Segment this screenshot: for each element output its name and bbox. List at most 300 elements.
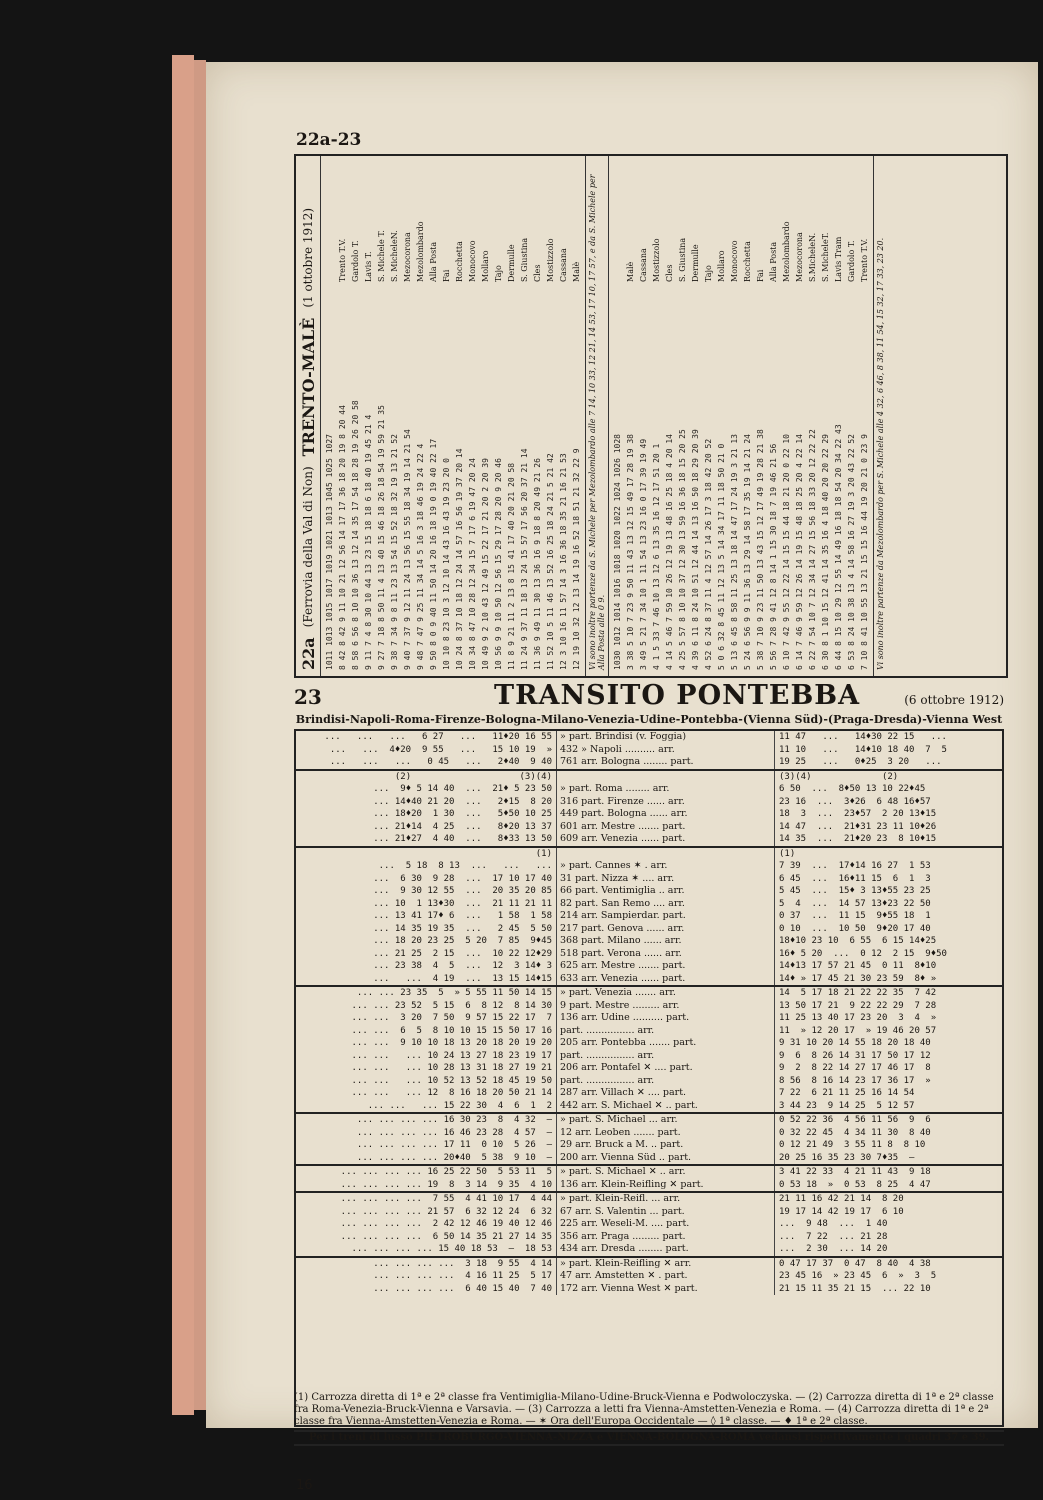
timetable-column-left bbox=[296, 1258, 557, 1296]
station-name: Tajo bbox=[704, 265, 713, 282]
section-23-code: 23 bbox=[294, 685, 322, 709]
station-row bbox=[702, 162, 715, 670]
times-cell: 19 17 14 42 19 17 6 10 bbox=[779, 1206, 904, 1217]
station-row bbox=[715, 162, 728, 670]
times-cell: ... 21♦27 4 40 ... 8♦33 13 50 bbox=[373, 834, 552, 844]
station-cell: 368 part. Milano ...... arr. bbox=[560, 935, 682, 946]
times-cell: 13 50 17 21 9 22 22 29 7 28 bbox=[779, 1000, 937, 1011]
times-cell: 21 11 16 42 21 14 8 20 bbox=[779, 1194, 904, 1204]
station-times: 11 52 10 5 11 46 13 52 16 25 18 24 21 5 21 42 bbox=[546, 453, 555, 670]
station-row bbox=[832, 162, 845, 670]
station-cell: » part. S. Michael ✕ .. arr. bbox=[560, 1166, 686, 1177]
timetable-block bbox=[296, 1114, 1002, 1166]
station-cell: 316 part. Firenze ...... arr. bbox=[560, 795, 685, 807]
station-cell: 47 arr. Amstetten ✕ . part. bbox=[560, 1270, 688, 1281]
times-cell: 11 25 13 40 17 23 20 3 4 » bbox=[779, 1013, 937, 1023]
station-row bbox=[570, 162, 583, 670]
station-times: 5 24 6 56 9 9 11 36 13 29 14 58 17 35 19 14 21 24 bbox=[743, 433, 752, 670]
times-cell: ... ... 3 20 7 50 9 57 15 22 17 7 bbox=[351, 1013, 552, 1023]
times-cell: ... ... ... ... 3 18 9 55 4 14 bbox=[373, 1258, 552, 1269]
station-cell: 31 part. Nizza ✶ .... arr. bbox=[560, 872, 675, 884]
station-cell: 9 part. Mestre ......... arr. bbox=[560, 999, 680, 1011]
times-cell: 9 2 8 22 14 27 17 46 17 8 bbox=[779, 1063, 931, 1073]
station-times: 5 56 7 28 9 41 12 8 14 1 15 30 18 7 19 46 21 56 bbox=[769, 443, 778, 670]
timetable-block bbox=[296, 1166, 1002, 1193]
station-times: 10 34 8 47 10 28 12 34 15 7 17 6 19 47 20 24 bbox=[468, 458, 477, 670]
times-cell: 7 22 6 21 11 25 16 14 54 bbox=[779, 1088, 915, 1098]
return-trains: 1030 1012 1014 1016 1018 1020 1022 1024 1026 1028 bbox=[613, 433, 622, 670]
station-cell: 761 arr. Bologna ........ part. bbox=[560, 756, 694, 767]
station-cell: 225 arr. Weseli-M. .... part. bbox=[560, 1218, 690, 1229]
station-cell: 217 part. Genova ...... arr. bbox=[560, 922, 685, 934]
section-22a-date: (1 ottobre 1912) bbox=[301, 207, 315, 308]
times-cell: ... ... ... 6 27 ... 11♦20 16 55 bbox=[324, 732, 552, 742]
station-times: 6 10 7 42 9 55 12 22 14 15 15 44 18 21 20 0 22 10 bbox=[782, 433, 791, 670]
station-name: Dermulle bbox=[691, 244, 700, 282]
station-row bbox=[388, 162, 401, 670]
times-cell: 20 25 16 35 23 30 7♦35 — bbox=[779, 1152, 915, 1163]
station-name: Fai bbox=[756, 269, 765, 282]
station-name: Mezolombardo bbox=[782, 221, 791, 282]
station-name: Mollaro bbox=[717, 250, 726, 282]
station-cell: 136 arr. Udine .......... part. bbox=[560, 1012, 690, 1023]
station-row bbox=[741, 162, 754, 670]
station-cell: 601 arr. Mestre ....... part. bbox=[560, 820, 686, 832]
page-edge-inner bbox=[194, 60, 206, 1410]
station-cell: part. ................ arr. bbox=[560, 1024, 655, 1036]
times-cell: 16♦ 5 20 ... 0 12 2 15 9♦50 bbox=[779, 948, 947, 959]
station-row bbox=[663, 162, 676, 670]
station-name: Gardolo T. bbox=[847, 240, 856, 282]
station-cell: 29 arr. Bruck a M. .. part. bbox=[560, 1139, 684, 1150]
station-times: 12 3 10 16 11 57 14 3 16 36 18 35 21 16 21 53 bbox=[559, 453, 568, 670]
station-cell: 633 arr. Venezia ...... part. bbox=[560, 972, 686, 984]
station-times: 7 10 8 41 10 55 13 21 15 15 16 44 19 20 21 0 23 9 bbox=[860, 433, 869, 670]
times-cell: ... 23 38 4 5 ... 12 3 14♦ 3 bbox=[373, 961, 552, 971]
times-cell: 3 44 23 9 14 25 5 12 57 bbox=[779, 1100, 915, 1111]
station-name: Malè bbox=[572, 261, 581, 282]
page-number: 16 bbox=[296, 1478, 313, 1493]
times-cell: 19 25 ... 0♦25 3 20 ... bbox=[779, 757, 942, 767]
times-cell: ... ... 6 5 8 10 10 15 15 50 17 16 bbox=[351, 1025, 552, 1036]
timetable-column-right bbox=[775, 1258, 1002, 1296]
station-row bbox=[845, 162, 858, 670]
times-cell: ... 9♦ 5 14 40 ... 21♦ 5 23 50 bbox=[373, 784, 552, 794]
station-name: Mezocorona bbox=[403, 232, 412, 282]
station-cell: 287 arr. Villach ✕ .... part. bbox=[560, 1087, 687, 1098]
station-name: S. Giustina bbox=[678, 237, 687, 282]
times-cell: ... ... ... ... 16 25 22 50 5 53 11 5 bbox=[340, 1167, 552, 1177]
times-cell: (2) (3)(4) bbox=[394, 771, 552, 782]
station-cell: part. ................ arr. bbox=[560, 1074, 655, 1086]
return-table bbox=[608, 156, 873, 676]
station-cell: » part. Klein-Reifling ✕ arr. bbox=[560, 1257, 692, 1269]
station-row bbox=[336, 162, 349, 670]
luxury-trains-note: Per i treni di lusso PIETROBURGO-VIENNA-NIZZA e VIENNA-BOLOGNA-ROMA vedansi rispettivamente i quadri 37 e 39. bbox=[294, 1430, 1004, 1446]
times-cell: 0 12 21 49 3 55 11 8 8 10 bbox=[779, 1140, 926, 1150]
times-cell: 23 16 ... 3♦26 6 48 16♦57 bbox=[779, 796, 931, 807]
station-cell: 136 arr. Klein-Reifling ✕ part. bbox=[560, 1178, 704, 1190]
timetable-column-left bbox=[296, 1166, 557, 1191]
timetable-block bbox=[296, 987, 1002, 1114]
times-cell: ... ... ... 10 24 13 27 18 23 19 17 bbox=[351, 1050, 552, 1061]
timetable-page bbox=[206, 62, 1038, 1493]
times-cell: 0 10 ... 10 50 9♦20 17 40 bbox=[779, 923, 931, 934]
times-cell: ... ... 23 52 5 15 6 8 12 8 14 30 bbox=[351, 1000, 552, 1011]
times-cell: 0 37 ... 11 15 9♦55 18 1 bbox=[779, 911, 931, 921]
times-cell: ... ... ... 10 52 13 52 18 45 19 50 bbox=[351, 1075, 552, 1086]
times-cell: 8 56 8 16 14 23 17 36 17 » bbox=[779, 1075, 931, 1086]
section-23-title: TRANSITO PONTEBBA bbox=[494, 680, 861, 711]
section-22a-title: TRENTO-MALÈ bbox=[298, 317, 318, 457]
station-times: 8 42 8 42 9 11 10 21 12 56 14 17 17 36 18 20 19 8 20 44 bbox=[338, 405, 347, 670]
station-name: Mostizzolo bbox=[652, 238, 661, 282]
outbound-note: Vi sono inoltre partenze da S. Michele per Mezolombardo alle 7 14, 10 33, 12 21, 14 53, 17 10, 17 57, e da S. Michele per Alla Posta alle 0 9. bbox=[585, 156, 608, 676]
timetable-column-mid bbox=[557, 1258, 775, 1296]
station-name: Monocovo bbox=[730, 240, 739, 282]
station-times: 3 49 5 21 7 34 10 1 11 54 13 23 16 0 17 39 19 49 bbox=[639, 438, 648, 670]
station-times: 8 58 6 56 8 10 10 36 13 12 14 35 17 54 18 28 19 26 20 58 bbox=[351, 400, 360, 670]
outbound-table bbox=[320, 156, 585, 676]
times-cell: ... 9 30 12 55 ... 20 35 20 85 bbox=[373, 886, 552, 896]
timetable-column-mid bbox=[557, 1114, 775, 1164]
station-times: 5 38 7 10 9 23 11 50 13 43 15 12 17 49 19 28 21 38 bbox=[756, 429, 765, 670]
times-cell: ... ... ... ... 7 55 4 41 10 17 4 44 bbox=[340, 1194, 552, 1204]
timetable-column-left bbox=[296, 987, 557, 1112]
times-cell: ... ... 4 19 ... 13 15 14♦15 bbox=[373, 973, 552, 984]
timetable-column-left bbox=[296, 848, 557, 986]
station-name: Dermulle bbox=[507, 244, 516, 282]
station-times: 4 25 5 57 8 10 10 37 12 30 13 59 16 36 18 15 20 25 bbox=[678, 429, 687, 670]
timetable-column-left bbox=[296, 1193, 557, 1256]
times-cell: 14 47 ... 21♦31 23 11 10♦26 bbox=[779, 821, 937, 832]
times-cell: ... ... ... 12 8 16 18 20 50 21 14 bbox=[351, 1088, 552, 1098]
times-cell: ... 14♦40 21 20 ... 2♦15 8 20 bbox=[373, 796, 552, 807]
station-times: 5 13 6 45 8 58 11 25 13 18 14 47 17 24 19 3 21 13 bbox=[730, 433, 739, 670]
timetable-block bbox=[296, 1193, 1002, 1258]
station-name: Cassana bbox=[639, 248, 648, 282]
station-row bbox=[637, 162, 650, 670]
section-23-subtitle: Brindisi-Napoli-Roma-Firenze-Bologna-Milano-Venezia-Udine-Pontebba-(Vienna Süd)-(Praga-Dresda)-Vienna West bbox=[295, 713, 1003, 726]
station-times: 6 53 8 24 10 38 13 4 14 58 16 27 19 3 20 43 22 52 bbox=[847, 433, 856, 670]
times-cell: ... 21 25 2 15 ... 10 22 12♦29 bbox=[373, 948, 552, 959]
station-times: 6 14 7 46 9 59 12 26 14 19 15 48 18 25 20 4 22 14 bbox=[795, 433, 804, 670]
station-name: Fai bbox=[442, 269, 451, 282]
times-cell: 11 47 ... 14♦30 22 15 ... bbox=[779, 732, 947, 742]
timetable-column-left bbox=[296, 1114, 557, 1164]
station-times: 11 24 9 37 11 18 13 24 15 57 17 56 20 37 21 14 bbox=[520, 448, 529, 670]
times-cell: ... 18 20 23 25 5 20 7 85 9♦45 bbox=[373, 936, 552, 946]
station-times: 6 22 7 54 10 7 12 34 14 27 15 56 18 33 20 12 22 22 bbox=[808, 429, 817, 670]
station-name: Mezolombardo bbox=[416, 221, 425, 282]
station-name: S. MicheleN. bbox=[390, 230, 399, 282]
station-row bbox=[767, 162, 780, 670]
times-cell: 11 10 ... 14♦10 18 40 7 5 bbox=[779, 744, 947, 755]
station-cell: 172 arr. Vienna West ✕ part. bbox=[560, 1282, 698, 1294]
station-times: 11 36 9 49 11 30 13 36 16 9 18 8 20 49 21 26 bbox=[533, 458, 542, 670]
return-rows bbox=[624, 162, 871, 670]
times-cell: ... ... ... ... 6 50 14 35 21 27 14 35 bbox=[340, 1231, 552, 1242]
times-cell: 14♦13 17 57 21 45 0 11 8♦10 bbox=[779, 961, 937, 971]
station-cell: » part. Roma ........ arr. bbox=[560, 783, 670, 794]
station-name: Alla Posta bbox=[429, 241, 438, 282]
station-row bbox=[806, 162, 819, 670]
timetable-block bbox=[296, 1258, 1002, 1296]
station-name: S. Giustina bbox=[520, 237, 529, 282]
times-cell: ... ... ... ... 20♦40 5 38 9 10 — bbox=[356, 1152, 552, 1163]
return-train-numbers bbox=[611, 162, 624, 670]
timetable-column-left bbox=[296, 771, 557, 846]
station-row bbox=[819, 162, 832, 670]
station-cell: 205 arr. Pontebba ....... part. bbox=[560, 1037, 697, 1048]
station-times: 10 24 8 37 10 18 12 24 14 57 16 56 19 37 20 14 bbox=[455, 448, 464, 670]
station-cell: 442 arr. S. Michael ✕ .. part. bbox=[560, 1099, 698, 1111]
timetable-column-right bbox=[775, 1193, 1002, 1256]
times-cell: 0 47 17 37 0 47 8 40 4 38 bbox=[779, 1258, 931, 1269]
station-cell: 66 part. Ventimiglia .. arr. bbox=[560, 885, 685, 896]
times-cell: ... ... ... ... 17 11 0 10 5 26 — bbox=[356, 1140, 552, 1150]
station-cell: 67 arr. S. Valentin ... part. bbox=[560, 1205, 685, 1217]
times-cell: 0 32 22 45 4 34 11 30 8 40 bbox=[779, 1127, 931, 1138]
station-row bbox=[689, 162, 702, 670]
timetable-column-mid bbox=[557, 1166, 775, 1191]
timetable-column-right bbox=[775, 848, 1002, 986]
times-cell: ... 14 35 19 35 ... 2 45 5 50 bbox=[373, 923, 552, 934]
page-edge bbox=[172, 55, 194, 1415]
timetable-column-mid bbox=[557, 731, 775, 769]
station-row bbox=[624, 162, 637, 670]
times-cell: 18 3 ... 23♦57 2 20 13♦15 bbox=[779, 809, 937, 819]
timetable-block bbox=[296, 848, 1002, 988]
station-name: Cles bbox=[665, 264, 674, 282]
timetable-column-mid bbox=[557, 848, 775, 986]
station-times: 10 49 9 2 10 43 12 49 15 22 17 21 20 2 20 39 bbox=[481, 458, 490, 670]
station-row bbox=[858, 162, 871, 670]
times-cell: ... 2 30 ... 14 20 bbox=[779, 1244, 888, 1254]
times-cell: 0 53 18 » 0 53 8 25 4 47 bbox=[779, 1179, 931, 1190]
times-cell: ... ... ... ... 16 46 23 28 4 57 — bbox=[356, 1127, 552, 1138]
station-cell: 449 part. Bologna ...... arr. bbox=[560, 808, 688, 819]
station-cell: 356 arr. Praga ......... part. bbox=[560, 1230, 686, 1242]
times-cell: ... 7 22 ... 21 28 bbox=[779, 1231, 888, 1242]
times-cell: 6 50 ... 8♦50 13 10 22♦45 bbox=[779, 784, 926, 794]
station-cell: 518 part. Verona ...... arr. bbox=[560, 947, 682, 959]
station-row bbox=[466, 162, 479, 670]
station-times: 4 52 6 24 8 37 11 4 12 57 14 26 17 3 18 42 20 52 bbox=[704, 438, 713, 670]
station-row bbox=[453, 162, 466, 670]
station-times: 4 1 5 33 7 46 10 13 12 6 13 35 16 12 17 51 20 1 bbox=[652, 443, 661, 670]
station-name: S.MicheleN. bbox=[808, 232, 817, 282]
station-times: 10 10 8 23 10 3 12 10 14 43 16 43 19 23 20 0 bbox=[442, 458, 451, 670]
times-cell: ... 18♦20 1 30 ... 5♦50 10 25 bbox=[373, 809, 552, 819]
timetable-column-right bbox=[775, 1166, 1002, 1191]
station-row bbox=[650, 162, 663, 670]
times-cell: 23 45 16 » 23 45 6 » 3 5 bbox=[779, 1271, 937, 1281]
station-row bbox=[401, 162, 414, 670]
timetable-column-right bbox=[775, 771, 1002, 846]
times-cell: 6 45 ... 16♦11 15 6 1 3 bbox=[779, 873, 931, 884]
section-23-date: (6 ottobre 1912) bbox=[904, 693, 1004, 707]
timetable-column-mid bbox=[557, 1193, 775, 1256]
station-times: 5 0 6 32 8 45 11 12 13 5 14 34 17 11 18 50 21 0 bbox=[717, 443, 726, 670]
station-times: 9 38 7 34 9 8 11 23 13 54 15 52 18 32 19 13 21 52 bbox=[390, 433, 399, 670]
timetable-block bbox=[296, 731, 1002, 771]
station-row bbox=[531, 162, 544, 670]
timetable-column-right bbox=[775, 1114, 1002, 1164]
times-cell: ... ... ... ... 16 30 23 8 4 32 — bbox=[356, 1115, 552, 1125]
station-cell bbox=[560, 771, 774, 784]
times-cell: 11 » 12 20 17 » 19 46 20 57 bbox=[779, 1025, 937, 1036]
times-cell: ... 13 41 17♦ 6 ... 1 58 1 58 bbox=[373, 911, 552, 921]
station-cell bbox=[560, 848, 774, 861]
times-cell: ... 21♦14 4 25 ... 8♦20 13 37 bbox=[373, 821, 552, 832]
station-row bbox=[754, 162, 767, 670]
page-header: 22a-23 bbox=[296, 130, 362, 150]
footnote-text: (1) Carrozza diretta di 1ª e 2ª classe fra Ventimiglia-Milano-Udine-Bruck-Vienna e Podwoloczyska. — (2) Carrozza diretta di 1ª e 2ª classe fra Roma-Venezia-Bruck-Vienna e Varsavia. — (3) Carrozza a letti fra Vienna-Amstetten-Venezia e Roma. — (4) Carrozza diretta di 1ª e 2ª classe fra Vienna-Amstetten-Venezia e Roma. — ✶ Ora dell'Europa Occidentale — ◊ 1ª classe. — ♦ 1ª e 2ª classe. bbox=[294, 1392, 994, 1427]
station-row bbox=[676, 162, 689, 670]
section-23 bbox=[294, 680, 1004, 1427]
station-name: Rocchetta bbox=[743, 241, 752, 282]
station-row bbox=[544, 162, 557, 670]
station-cell: 82 part. San Remo .... arr. bbox=[560, 897, 685, 909]
section-22a-title-row bbox=[296, 156, 320, 676]
section-22a-code: 22a bbox=[298, 637, 318, 670]
times-cell: ... 10 1 13♦30 ... 21 11 21 11 bbox=[373, 898, 552, 909]
times-cell: 0 52 22 36 4 56 11 56 9 6 bbox=[779, 1115, 931, 1125]
station-name: Rocchetta bbox=[455, 241, 464, 282]
station-name: Cles bbox=[533, 264, 542, 282]
times-cell: (3)(4) (2) bbox=[779, 771, 899, 782]
pontebba-timetable bbox=[294, 729, 1004, 1427]
station-name: Malè bbox=[626, 261, 635, 282]
station-cell: 609 arr. Venezia ...... part. bbox=[560, 833, 686, 844]
station-name: Lavis T. bbox=[364, 251, 373, 282]
times-cell: ... ... 9 10 10 18 13 20 18 20 19 20 bbox=[351, 1038, 552, 1048]
station-times: 6 30 8 1 10 15 12 41 14 35 16 4 18 40 20 20 22 29 bbox=[821, 433, 830, 670]
station-cell: 12 arr. Leoben ....... part. bbox=[560, 1126, 681, 1138]
station-times: 12 19 10 32 12 13 14 19 16 52 18 51 21 32 22 9 bbox=[572, 448, 581, 670]
station-row bbox=[780, 162, 793, 670]
timetable-column-mid bbox=[557, 771, 775, 846]
station-row bbox=[492, 162, 505, 670]
times-cell: ... ... ... ... 4 16 11 25 5 17 bbox=[373, 1271, 552, 1281]
times-cell: 9 6 8 26 14 31 17 50 17 12 bbox=[779, 1050, 931, 1061]
times-cell: ... ... ... ... 21 57 6 32 12 24 6 32 bbox=[340, 1206, 552, 1217]
section-22a-frame bbox=[294, 154, 1008, 678]
station-name: Mostizzolo bbox=[546, 238, 555, 282]
section-23-header bbox=[294, 680, 1004, 711]
station-times: 11 8 9 21 11 2 13 8 15 41 17 40 20 21 20 58 bbox=[507, 462, 516, 670]
station-cell: part. ................ arr. bbox=[560, 1049, 655, 1061]
times-cell: 3 41 22 33 4 21 11 43 9 18 bbox=[779, 1167, 931, 1177]
times-cell: 18♦10 23 10 6 55 6 15 14♦25 bbox=[779, 936, 937, 946]
station-cell: 625 arr. Mestre ....... part. bbox=[560, 960, 686, 971]
times-cell: ... 5 18 8 13 ... ... ... bbox=[378, 861, 552, 871]
times-cell: (1) bbox=[779, 848, 796, 859]
station-row bbox=[375, 162, 388, 670]
station-times: 3 38 5 10 7 23 9 50 11 43 13 12 15 49 17 28 19 38 bbox=[626, 433, 635, 670]
station-times: 6 44 8 15 10 29 12 55 14 49 16 18 18 54 20 34 22 43 bbox=[834, 424, 843, 670]
station-name: Gardolo T. bbox=[351, 240, 360, 282]
times-cell: 5 4 ... 14 57 13♦23 22 50 bbox=[779, 898, 931, 909]
station-row bbox=[349, 162, 362, 670]
station-times: 9 11 7 4 8 30 10 44 13 23 15 18 18 6 18 40 19 45 21 4 bbox=[364, 414, 373, 670]
times-cell: ... 9 48 ... 1 40 bbox=[779, 1219, 888, 1229]
station-row bbox=[505, 162, 518, 670]
station-row bbox=[557, 162, 570, 670]
section-22a-railway: (Ferrovia della Val di Non) bbox=[301, 466, 315, 628]
station-name: Lavis Tram bbox=[834, 236, 843, 282]
station-name: Cassana bbox=[559, 248, 568, 282]
station-times: 9 40 7 37 9 12 11 24 13 56 15 55 18 34 19 14 21 54 bbox=[403, 429, 412, 670]
station-name: Trento T.V. bbox=[860, 238, 869, 282]
station-name: Monocovo bbox=[468, 240, 477, 282]
station-row bbox=[427, 162, 440, 670]
times-cell: 14 5 17 18 21 22 22 35 7 42 bbox=[779, 988, 937, 998]
times-cell: ... ... ... 10 28 13 31 18 27 19 21 bbox=[351, 1063, 552, 1073]
times-cell: ... ... ... ... 6 40 15 40 7 40 bbox=[373, 1283, 552, 1294]
station-times: 9 48 7 47 9 25 11 34 14 5 16 3 18 46 19 24 22 4 bbox=[416, 443, 425, 670]
station-name: S. MicheleT. bbox=[821, 232, 830, 282]
station-row bbox=[362, 162, 375, 670]
times-cell: ... ... 4♦20 9 55 ... 15 10 19 » bbox=[329, 744, 552, 755]
return-note: Vi sono inoltre partenze da Mezolombardo per S. Michele alle 4 32, 6 46, 8 38, 11 54, 15 32, 17 33, 23 20. bbox=[873, 156, 887, 676]
outbound-train-numbers bbox=[323, 162, 336, 670]
station-name: Mezocorona bbox=[795, 232, 804, 282]
timetable-column-right bbox=[775, 731, 1002, 769]
station-times: 4 39 6 11 8 24 10 51 12 44 14 13 16 50 18 29 20 39 bbox=[691, 429, 700, 670]
station-row bbox=[479, 162, 492, 670]
station-cell: » part. Klein-Reifl. ... arr. bbox=[560, 1193, 681, 1204]
station-cell: 200 arr. Vienna Süd .. part. bbox=[560, 1151, 692, 1163]
times-cell: 5 45 ... 15♦ 3 13♦55 23 25 bbox=[779, 886, 931, 896]
outbound-rows bbox=[336, 162, 583, 670]
station-cell: 434 arr. Dresda ........ part. bbox=[560, 1243, 689, 1254]
station-name: S. Michele T. bbox=[377, 230, 386, 282]
station-name: Trento T.V. bbox=[338, 238, 347, 282]
outbound-trains: 1011 1013 1015 1017 1019 1021 1013 1045 1025 1027 bbox=[325, 433, 334, 670]
timetable-column-mid bbox=[557, 987, 775, 1112]
station-row bbox=[414, 162, 427, 670]
station-name: Alla Posta bbox=[769, 241, 778, 282]
times-cell: ... 6 30 9 28 ... 17 10 17 40 bbox=[373, 873, 552, 884]
station-row bbox=[793, 162, 806, 670]
times-cell: (1) bbox=[535, 848, 552, 859]
station-cell: » part. Brindisi (v. Foggia) bbox=[560, 731, 687, 742]
station-name: Tajo bbox=[494, 265, 503, 282]
times-cell: ... ... ... 0 45 ... 2♦40 9 40 bbox=[329, 757, 552, 767]
footnotes bbox=[294, 1392, 1004, 1446]
times-cell: 7 39 ... 17♦14 16 27 1 53 bbox=[779, 861, 931, 871]
station-cell: » part. Cannes ✶ . arr. bbox=[560, 860, 668, 871]
times-cell: ... ... ... ... 2 42 12 46 19 40 12 46 bbox=[340, 1219, 552, 1229]
station-cell: 214 arr. Sampierdar. part. bbox=[560, 910, 686, 921]
station-name: Mollaro bbox=[481, 250, 490, 282]
station-cell: 432 » Napoli .......... arr. bbox=[560, 743, 675, 755]
station-row bbox=[518, 162, 531, 670]
times-cell: ... ... ... 15 22 30 4 6 1 2 bbox=[367, 1100, 552, 1111]
times-cell: 14♦ » 17 45 21 30 23 59 8♦ » bbox=[779, 973, 937, 984]
times-cell: ... ... ... ... 19 8 3 14 9 35 4 10 bbox=[340, 1179, 552, 1190]
station-cell: 206 arr. Pontafel ✕ .... part. bbox=[560, 1062, 693, 1073]
times-cell: ... ... 23 35 5 » 5 55 11 50 14 15 bbox=[356, 988, 552, 998]
timetable-column-left bbox=[296, 731, 557, 769]
timetable-column-right bbox=[775, 987, 1002, 1112]
station-cell: » part. S. Michael ... arr. bbox=[560, 1114, 678, 1125]
station-row bbox=[440, 162, 453, 670]
section-22a-rotated bbox=[296, 156, 1006, 676]
times-cell: ... ... ... ... 15 40 18 53 — 18 53 bbox=[351, 1244, 552, 1254]
